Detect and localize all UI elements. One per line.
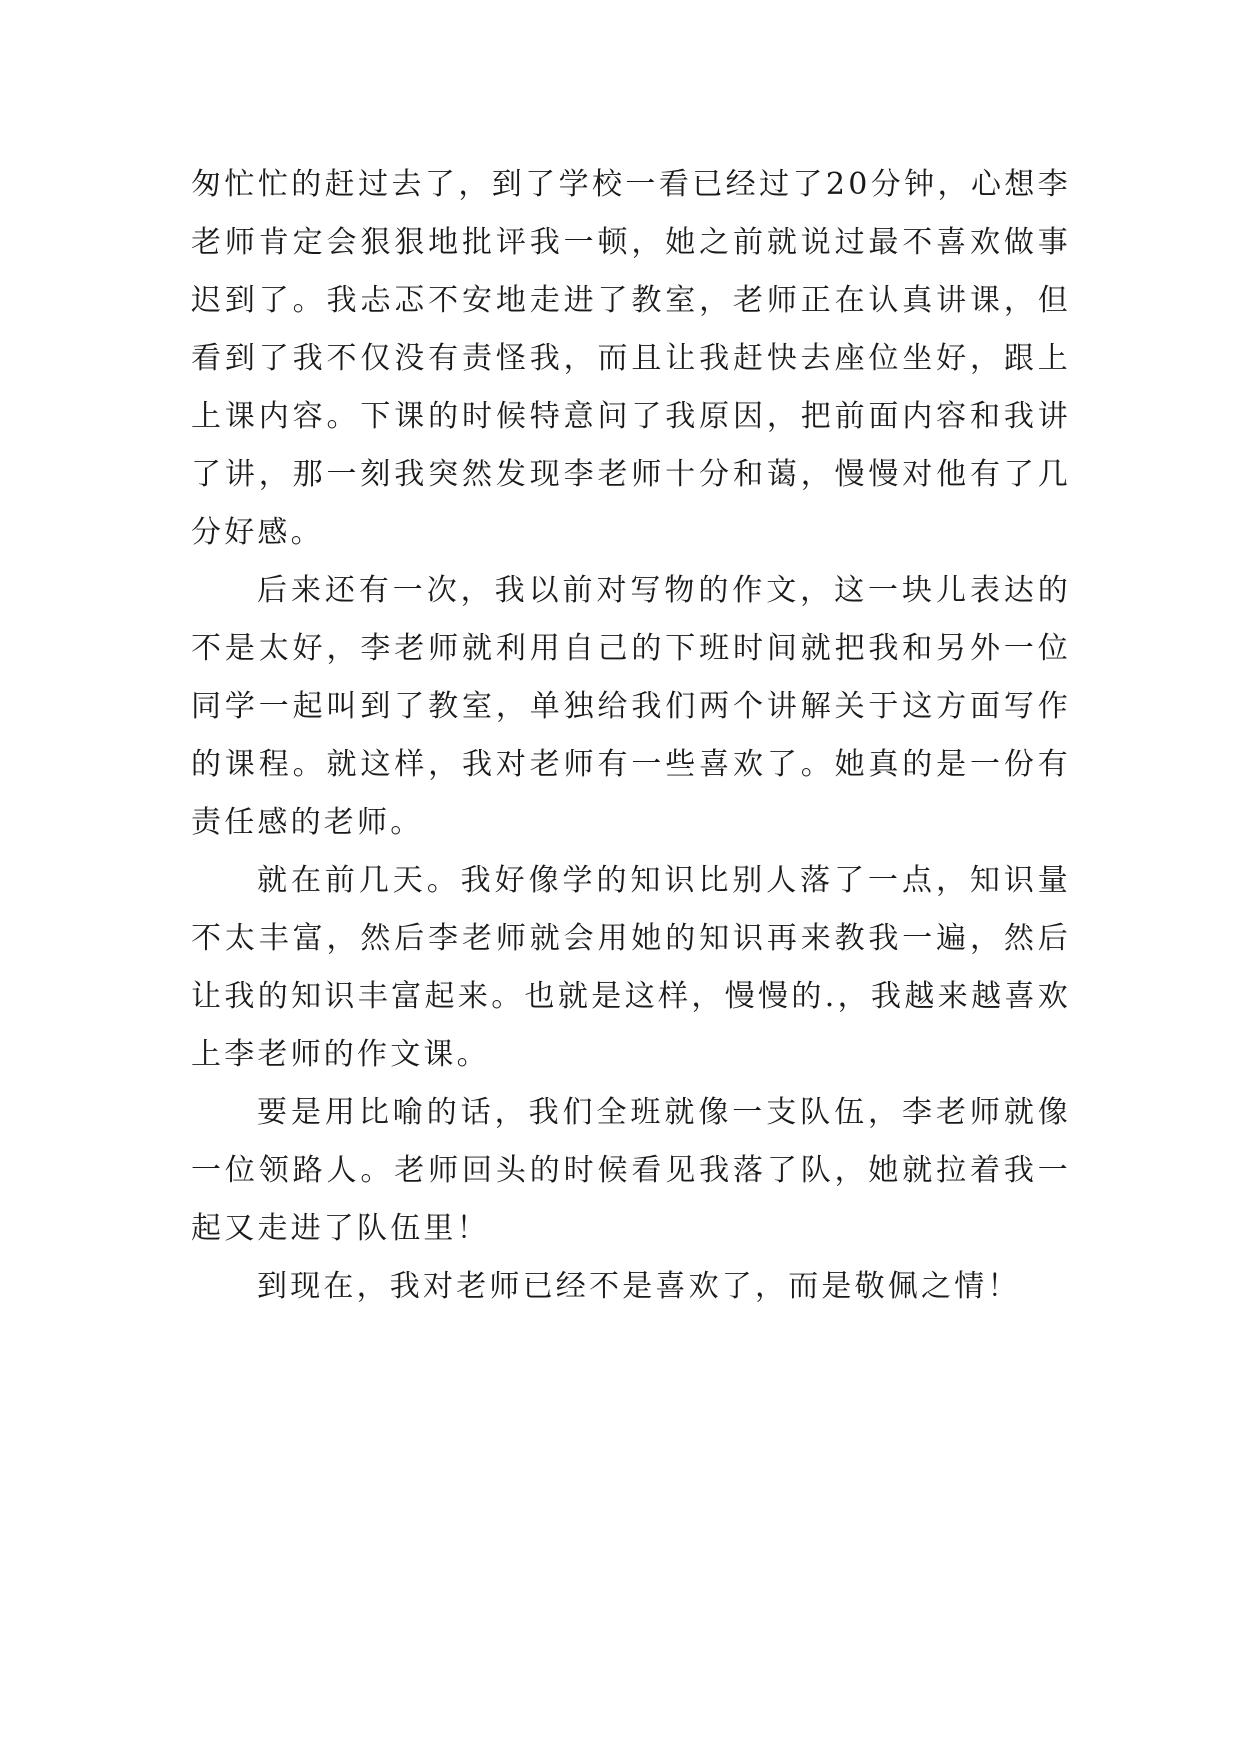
paragraph-5: 到现在，我对老师已经不是喜欢了，而是敬佩之情！ [257,1269,1021,1304]
paragraph-4: 要是用比喻的话，我们全班就像一支队伍，李老师就像一位领路人。老师回头的时候看见我落了队，她就拉着我一起又走进了队伍里！ [191,1095,1071,1246]
paragraph-1: 匆忙忙的赶过去了，到了学校一看已经过了20分钟，心想李老师肯定会狠狠地批评我一顿，她之前就说过最不喜欢做事迟到了。我忐忑不安地走进了教室，老师正在认真讲课，但看到了我不仅没有责怪我，而且让我赶快去座位坐好，跟上上课内容。下课的时候特意问了我原因，把前面内容和我讲了讲，那一刻我突然发现李老师十分和蔼，慢慢对他有了几分好感。 [191,167,1071,550]
paragraph-3: 就在前几天。我好像学的知识比别人落了一点，知识量不太丰富，然后李老师就会用她的知识再来教我一遍，然后让我的知识丰富起来。也就是这样，慢慢的.，我越来越喜欢上李老师的作文课。 [191,863,1071,1072]
paragraph-2: 后来还有一次，我以前对写物的作文，这一块儿表达的不是太好，李老师就利用自己的下班时间就把我和另外一位同学一起叫到了教室，单独给我们两个讲解关于这方面写作的课程。就这样，我对老师有一些喜欢了。她真的是一份有责任感的老师。 [191,573,1071,840]
document-body [191,156,1071,1316]
